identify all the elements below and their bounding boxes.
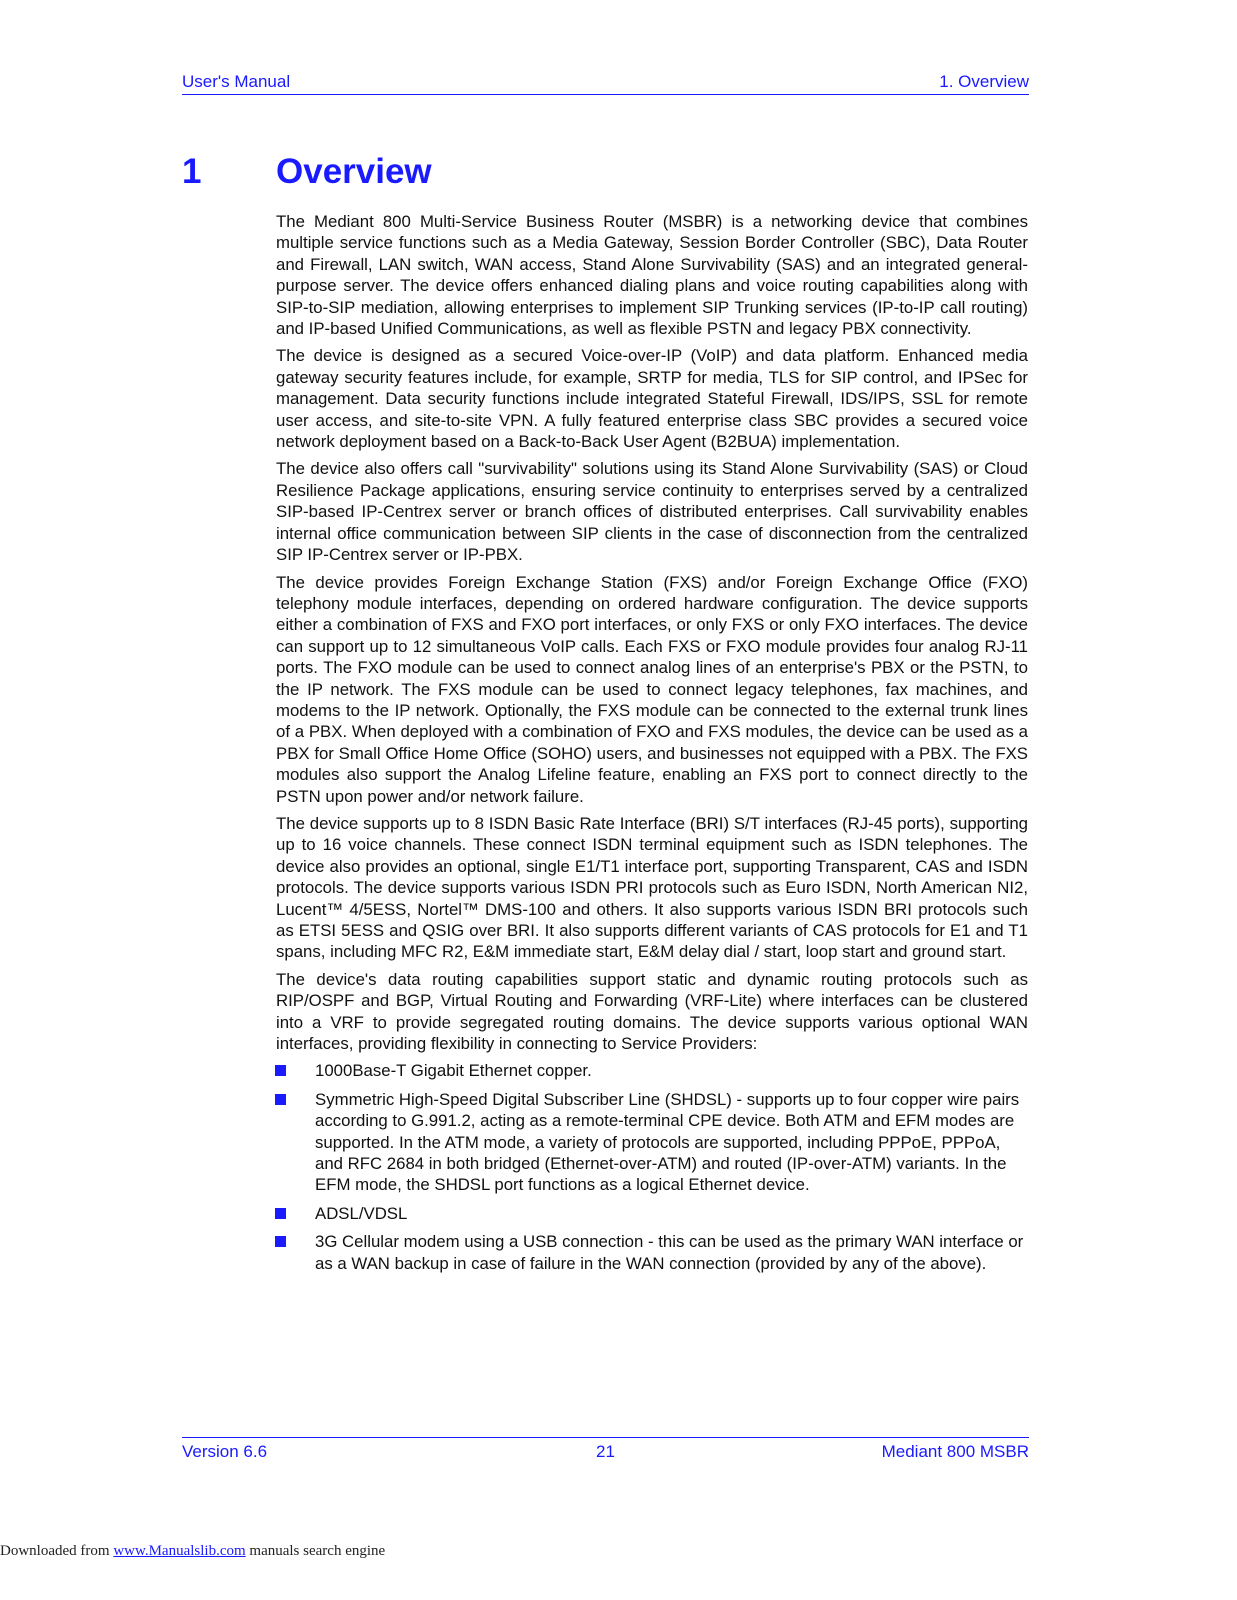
paragraph: The device's data routing capabilities support static and dynamic routing protocols such as RIP/OSPF and BGP, Virtual Routing and Forwarding (VRF-Lite) where interfaces can be clustered into a VRF to provide segregated routing domains. The device supports various optional WAN interfaces, providing flexibility in connecting to Service Providers: — [276, 969, 1028, 1054]
page-number: 21 — [596, 1442, 615, 1461]
footer-product: Mediant 800 MSBR — [881, 1442, 1029, 1461]
list-item-text: Symmetric High-Speed Digital Subscriber Line (SHDSL) - supports up to four copper wire pairs according to G.991.2, acting as a remote-terminal CPE device. Both ATM and EFM modes are supported. In the ATM mode, a variety of protocols are supported, including PPPoE, PPPoA, and RFC 2684 in both bridged (Ethernet-over-ATM) and routed (IP-over-ATM) variants. In the EFM mode, the SHDSL port functions as a logical Ethernet device. — [315, 1089, 1020, 1195]
list-item-text: 3G Cellular modem using a USB connection - this can be used as the primary WAN interface or as a WAN backup in case of failure in the WAN connection (provided by any of the above). — [315, 1232, 1024, 1273]
list-item — [275, 1231, 1028, 1274]
list-item-text: ADSL/VDSL — [315, 1203, 408, 1223]
download-notice — [0, 1543, 385, 1560]
footer-version: Version 6.6 — [182, 1442, 268, 1461]
chapter-title: Overview — [276, 152, 432, 191]
body-content — [276, 211, 1028, 1281]
list-item — [275, 1203, 1028, 1224]
bullet-square-icon — [275, 1236, 286, 1247]
bullet-square-icon — [275, 1094, 286, 1105]
list-item-text: 1000Base-T Gigabit Ethernet copper. — [315, 1061, 592, 1081]
bullet-square-icon — [275, 1208, 286, 1219]
paragraph: The device also offers call "survivability" solutions using its Stand Alone Survivability (SAS) or Cloud Resilience Package applications, ensuring service continuity to enterprises served by a centralized SIP-based IP-Centrex server or branch offices of distributed enterprises. Call survivability enables internal office communication between SIP clients in the case of disconnection from the centralized SIP IP-Centrex server or IP-PBX. — [276, 459, 1028, 565]
header-manual-title: User's Manual — [182, 72, 291, 91]
bullet-square-icon — [275, 1065, 286, 1076]
header-section-title: 1. Overview — [939, 72, 1029, 91]
chapter-number: 1 — [182, 152, 202, 191]
paragraph: The device is designed as a secured Voice-over-IP (VoIP) and data platform. Enhanced media gateway security features include, for example, SRTP for media, TLS for SIP control, and IPSec for management. Data security functions include integrated Stateful Firewall, IDS/IPS, SSL for remote user access, and site-to-site VPN. A fully featured enterprise class SBC provides a secured voice network deployment based on a Back-to-Back User Agent (B2BUA) implementation. — [276, 346, 1028, 452]
list-item — [275, 1060, 1028, 1081]
page-footer — [182, 1437, 1029, 1466]
wan-interface-list — [276, 1060, 1028, 1274]
manualslib-link[interactable]: www.Manualslib.com — [113, 1543, 246, 1559]
paragraph: The Mediant 800 Multi-Service Business Router (MSBR) is a networking device that combines multiple service functions such as a Media Gateway, Session Border Controller (SBC), Data Router and Firewall, LAN switch, WAN access, Stand Alone Survivability (SAS) and an integrated general-purpose server. The device offers enhanced dialing plans and voice routing capabilities along with SIP-to-SIP mediation, allowing enterprises to implement SIP Trunking services (IP-to-IP call routing) and IP-based Unified Communications, as well as flexible PSTN and legacy PBX connectivity. — [276, 212, 1028, 339]
download-prefix: Downloaded from — [0, 1543, 114, 1559]
list-item — [275, 1089, 1028, 1196]
download-suffix: manuals search engine — [245, 1543, 386, 1559]
paragraph: The device provides Foreign Exchange Station (FXS) and/or Foreign Exchange Office (FXO) telephony module interfaces, depending on ordered hardware configuration. The device supports either a combination of FXS and FXO port interfaces, or only FXS or only FXO interfaces. The device can support up to 12 simultaneous VoIP calls. Each FXS or FXO module provides four analog RJ-11 ports. The FXO module can be used to connect analog lines of an enterprise's PBX or the PSTN, to the IP network. The FXS module can be used to connect legacy telephones, fax machines, and modems to the IP network. Optionally, the FXS module can be connected to the external trunk lines of a PBX. When deployed with a combination of FXO and FXS modules, the device can be used as a PBX for Small Office Home Office (SOHO) users, and businesses not equipped with a PBX. The FXS modules also support the Analog Lifeline feature, enabling an FXS port to connect directly to the PSTN upon power and/or network failure. — [276, 572, 1028, 806]
page-header — [182, 72, 1029, 95]
paragraph: The device supports up to 8 ISDN Basic Rate Interface (BRI) S/T interfaces (RJ-45 ports), supporting up to 16 voice channels. These connect ISDN terminal equipment such as ISDN telephones. The device also provides an optional, single E1/T1 interface port, supporting Transparent, CAS and ISDN protocols. The device supports various ISDN PRI protocols such as Euro ISDN, North American NI2, Lucent™ 4/5ESS, Nortel™ DMS-100 and others. It also supports various ISDN BRI protocols such as ETSI 5ESS and QSIG over BRI. It also supports different variants of CAS protocols for E1 and T1 spans, including MFC R2, E&M immediate start, E&M delay dial / start, loop start and ground start. — [276, 813, 1028, 962]
